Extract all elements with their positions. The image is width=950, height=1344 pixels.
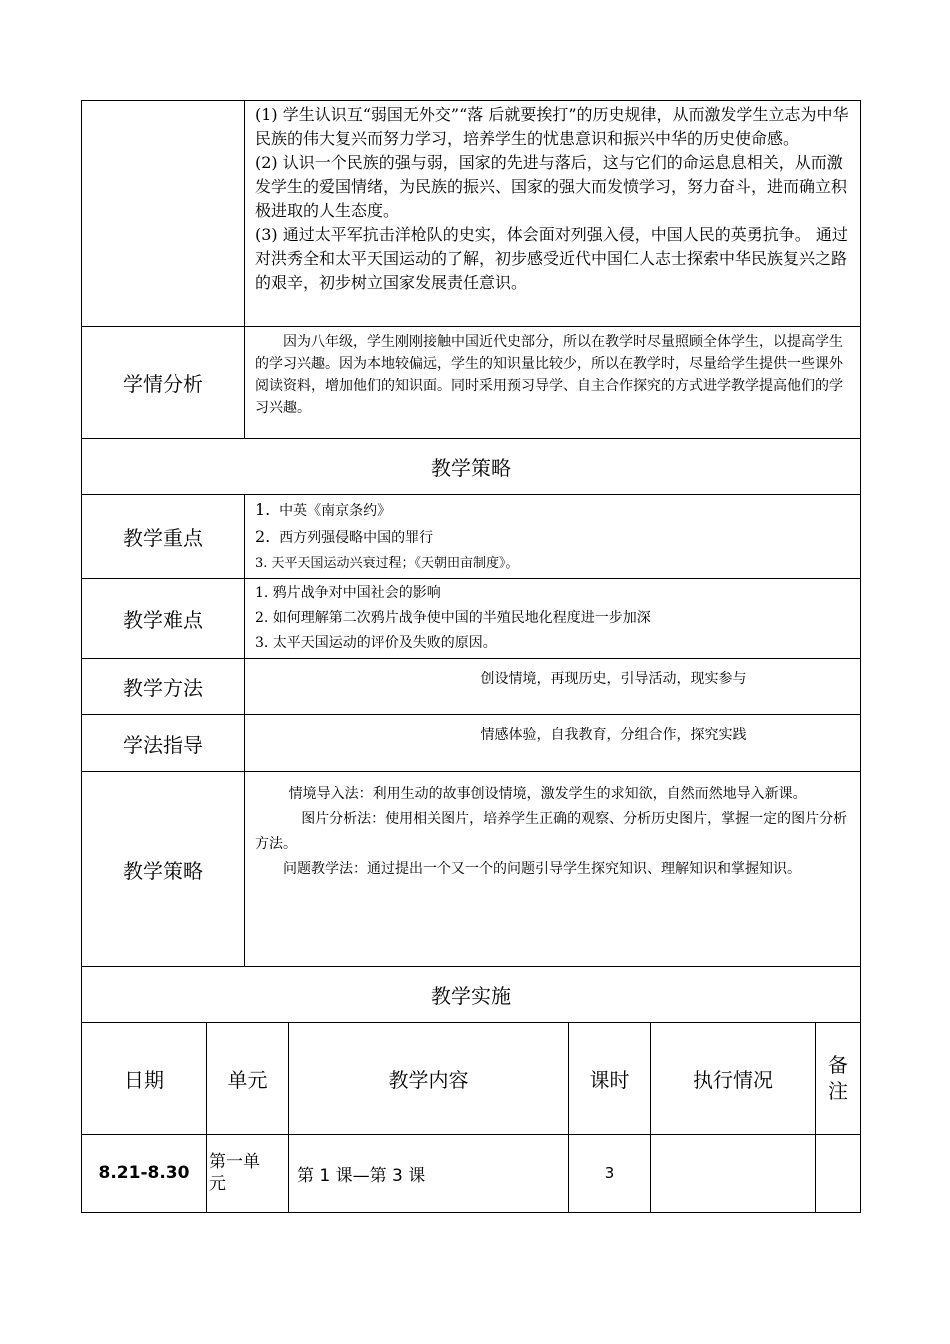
student-analysis-cell: [245, 327, 861, 439]
study-guide-label: 学法指导: [82, 715, 245, 772]
header-unit: 单元: [207, 1022, 289, 1134]
strategy-cell: [245, 772, 861, 967]
methods-label: 教学方法: [82, 659, 245, 715]
schedule-header-row: [82, 1022, 861, 1134]
key-points-row: [82, 495, 861, 579]
difficulty-3: 3. 太平天国运动的评价及失败的原因。: [255, 635, 497, 651]
row-notes: [816, 1134, 861, 1212]
row-unit: 第一单元: [207, 1134, 289, 1212]
key-point-2: [255, 524, 852, 551]
strategy-question: 问题教学法：通过提出一个又一个的问题引导学生探究知识、理解知识和掌握知识。: [283, 861, 801, 877]
strategy-label: 教学策略: [82, 772, 245, 967]
key-point-2-text: 西方列强侵略中国的罪行: [279, 530, 434, 546]
lesson-plan-table: [81, 100, 860, 1213]
objectives-label-cell: [82, 101, 245, 327]
strategy-situational: 情境导入法：利用生动的故事创设情境，激发学生的求知欲，自然而然地导入新课。: [288, 786, 807, 802]
strategy-heading-row: [82, 439, 861, 495]
objective-3: (3) 通过太平军抗击洋枪队的史实，体会面对列强入侵，中国人民的英勇抗争。 通过对洪秀全和太平天国运动的了解，初步感受近代中国仁人志士探索中华民族复兴之路的艰辛，初步树立国家发展责任意识。: [255, 225, 848, 292]
key-point-1: [255, 497, 852, 524]
strategy-picture-analysis: 图片分析法：使用相关图片，培养学生正确的观察、分析历史图片，掌握一定的图片分析方法。: [255, 811, 848, 852]
strategy-heading: 教学策略: [82, 439, 861, 495]
key-point-2-num: 2.: [255, 527, 271, 546]
key-point-3: 3. 天平天国运动兴衰过程；《天朝田亩制度》。: [255, 556, 519, 571]
header-status: 执行情况: [651, 1022, 816, 1134]
methods-text: 创设情境，再现历史，引导活动，现实参与: [480, 671, 747, 687]
difficulties-row: [82, 579, 861, 659]
table-row: [82, 1134, 861, 1212]
difficulty-2: 2. 如何理解第二次鸦片战争使中国的半殖民地化程度进一步加深: [255, 610, 651, 626]
strategy-row: [82, 772, 861, 967]
row-hours: 3: [569, 1134, 651, 1212]
student-analysis-text: 因为八年级，学生刚刚接触中国近代史部分，所以在教学时尽量照顾全体学生，以提高学生的学习兴趣。因为本地较偏远，学生的知识量比较少，所以在教学时，尽量给学生提供一些课外阅读资料，增加他们的知识面。同时采用预习导学、自主合作探究的方式进学教学提高他们的学习兴趣。: [255, 334, 843, 416]
objectives-row: [82, 101, 861, 327]
objective-1: (1) 学生认识互“弱国无外交”“落 后就要挨打”的历史规律，从而激发学生立志为中华民族的伟大复兴而努力学习，培养学生的忧患意识和振兴中华的历史使命感。: [255, 105, 849, 148]
row-status: [651, 1134, 816, 1212]
methods-row: [82, 659, 861, 715]
key-point-1-text: 中英《南京条约》: [279, 503, 392, 519]
study-guide-row: [82, 715, 861, 772]
difficulties-cell: [245, 579, 861, 659]
difficulty-1: 1. 鸦片战争对中国社会的影响: [255, 585, 441, 601]
difficulties-label: 教学难点: [82, 579, 245, 659]
student-analysis-label: 学情分析: [82, 327, 245, 439]
key-points-cell: [245, 495, 861, 579]
header-hours: 课时: [569, 1022, 651, 1134]
header-notes: 备注: [816, 1022, 861, 1134]
schedule-table: [81, 1022, 861, 1213]
study-guide-text: 情感体验，自我教育，分组合作，探究实践: [480, 727, 747, 743]
header-date: 日期: [82, 1022, 207, 1134]
header-content: 教学内容: [289, 1022, 569, 1134]
implementation-heading-row: [82, 967, 861, 1023]
methods-cell: [245, 659, 861, 715]
student-analysis-row: [82, 327, 861, 439]
row-date: 8.21-8.30: [82, 1134, 207, 1212]
row-content: 第 1 课—第 3 课: [289, 1134, 569, 1212]
study-guide-cell: [245, 715, 861, 772]
implementation-heading: 教学实施: [82, 967, 861, 1023]
key-point-1-num: 1.: [255, 500, 271, 519]
objectives-cell: [245, 101, 861, 327]
objective-2: (2) 认识一个民族的强与弱，国家的先进与落后，这与它们的命运息息相关，从而激发学生的爱国情绪，为民族的振兴、国家的强大而发愤学习，努力奋斗，进而确立积极进取的人生态度。: [255, 153, 848, 220]
key-points-label: 教学重点: [82, 495, 245, 579]
plan-main-table: [81, 100, 861, 1023]
